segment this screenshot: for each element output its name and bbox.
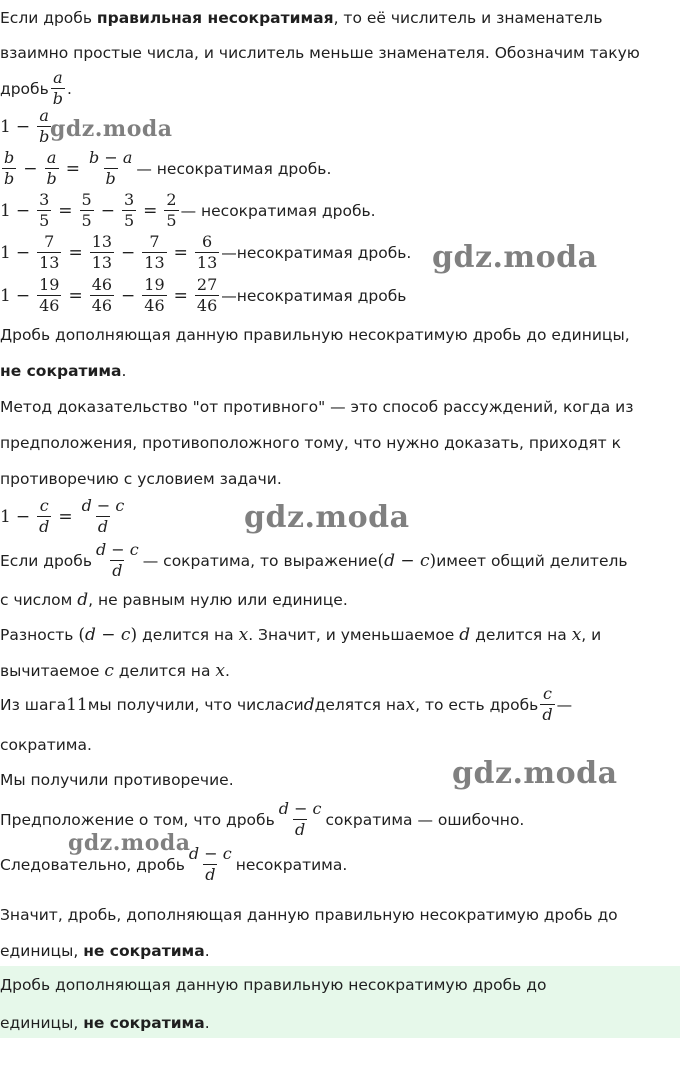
- difference-line-2: вычитаемое c делится на x.: [0, 661, 230, 681]
- intro-line-3: дробь $\frac{a}{b}$ .: [0, 68, 72, 108]
- difference-line-1: Разность (d − c) делится на x. Значит, и уменьшаемое d делится на x, и: [0, 625, 602, 645]
- watermark: gdz.moda: [244, 500, 410, 535]
- method-line-3: противоречию с условием задачи.: [0, 470, 282, 488]
- equation-1: 1 − $\frac{a}{b}$: [0, 106, 50, 146]
- equation-4: 1 − $\frac{7}{13}$ = $\frac{13}{13}$ − $\frac{7}{13}$ = $\frac{6}{13}$ —несократимая дробь.: [0, 232, 412, 272]
- equation-6: 1 − $\frac{c}{d}$ = $\frac{d - c}{d}$: [0, 496, 125, 536]
- contradiction-line: Мы получили противоречие.: [0, 771, 234, 789]
- equation-5: 1 − $\frac{19}{46}$ = $\frac{46}{46}$ − $\frac{19}{46}$ = $\frac{27}{46}$ —несократимая дробь: [0, 275, 407, 315]
- intro-line-2: взаимно простые числа, и числитель меньше знаменателя. Обозначим такую: [0, 44, 640, 62]
- intro-line-1: Если дробь правильная несократимая, то её числитель и знаменатель: [0, 9, 603, 27]
- answer-line-2: единицы, не сократима.: [0, 1014, 210, 1032]
- summary-line-2: единицы, не сократима.: [0, 942, 210, 960]
- conclusion-line: Следовательно, дробь $\frac{d - c}{d}$ несократима.: [0, 844, 348, 884]
- equation-3: 1 − $\frac{3}{5}$ = $\frac{5}{5}$ − $\frac{3}{5}$ = $\frac{2}{5}$ — несократимая дробь.: [0, 190, 376, 230]
- assumption-line-2: с числом d, не равным нулю или единице.: [0, 590, 348, 610]
- watermark: gdz.moda: [452, 756, 618, 791]
- method-line-2: предположения, противоположного тому, что нужно доказать, приходят к: [0, 434, 621, 452]
- answer-line-1: Дробь дополняющая данную правильную несократимую дробь до: [0, 976, 547, 994]
- statement-line-2: не сократима.: [0, 362, 127, 380]
- watermark: gdz.moda: [432, 240, 598, 275]
- equation-2: $\frac{b}{b}$ − $\frac{a}{b}$ = $\frac{b - a}{b}$ — несократимая дробь.: [4, 148, 332, 188]
- assumption-line-1: Если дробь $\frac{d - c}{d}$ — сократима, то выражение ( d − c ) имеет общий делитель: [0, 540, 628, 580]
- step-line-1: Из шага 11 мы получили, что числа c и d делятся на x , то есть дробь $\frac{c}{d}$ —: [0, 684, 573, 724]
- watermark: gdz.moda: [50, 116, 173, 142]
- answer-box: [0, 966, 680, 1038]
- statement-line-1: Дробь дополняющая данную правильную несократимую дробь до единицы,: [0, 326, 630, 344]
- assumption-wrong-line: Предположение о том, что дробь $\frac{d - c}{d}$ сократима — ошибочно.: [0, 799, 525, 839]
- watermark: gdz.moda: [68, 830, 191, 856]
- step-line-2: сократима.: [0, 736, 92, 754]
- method-line-1: Метод доказательство "от противного" — это способ рассуждений, когда из: [0, 398, 634, 416]
- fraction-a-over-b: $\frac{a}{b}$: [52, 68, 63, 108]
- summary-line-1: Значит, дробь, дополняющая данную правильную несократимую дробь до: [0, 906, 618, 924]
